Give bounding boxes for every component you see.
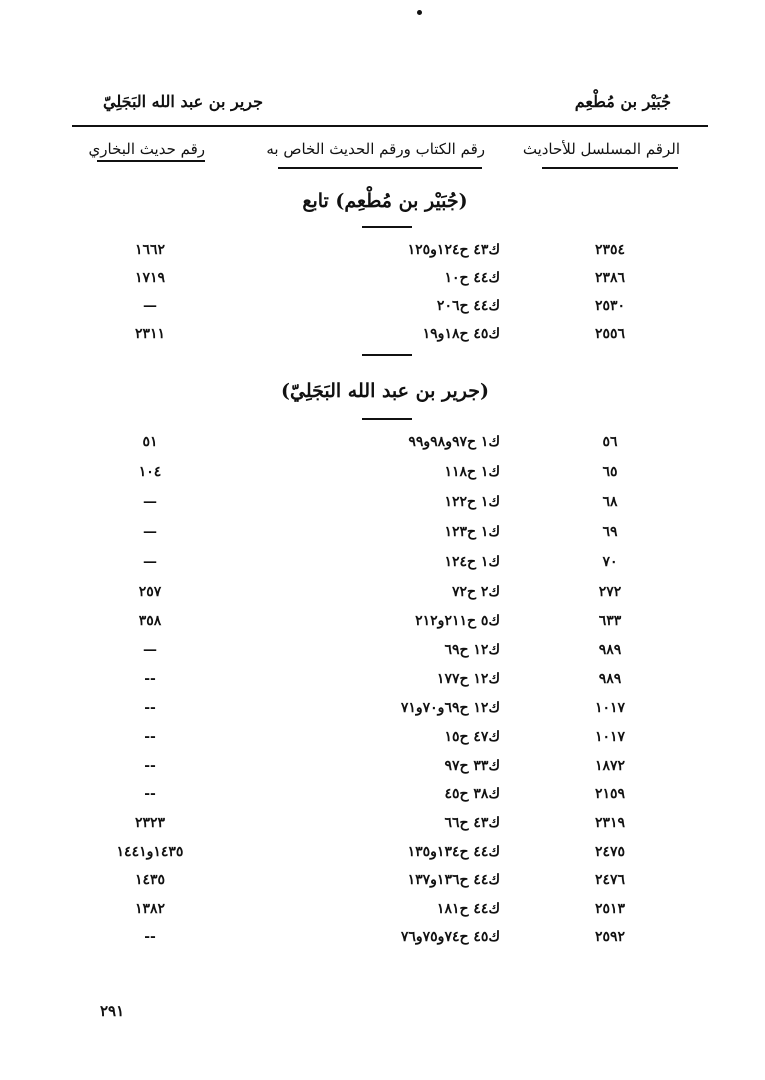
book-hadith-reference: ك٤٧ ح١٥: [444, 729, 500, 745]
table-row: [0, 270, 765, 294]
bukhari-number: --: [144, 700, 156, 716]
table-row: [0, 729, 765, 753]
serial-number: ١٨٧٢: [594, 758, 626, 774]
section-end-rule: [362, 354, 412, 356]
table-row: [0, 786, 765, 810]
table-row: [0, 554, 765, 578]
serial-number: ١٠١٧: [594, 729, 626, 745]
book-hadith-reference: ك٢ ح٧٢: [451, 584, 500, 600]
book-hadith-reference: ك٤٤ ح١٣٦و١٣٧: [407, 872, 500, 888]
book-hadith-reference: ك٤٤ ح١٣٤و١٣٥: [407, 844, 500, 860]
book-hadith-reference: ك٤٤ ح١٨١: [436, 901, 500, 917]
column-header-bukhari: رقم حديث البخاري: [88, 140, 205, 158]
bukhari-number: ١٦٦٢: [134, 242, 166, 258]
bukhari-number: ١٤٣٥: [134, 872, 166, 888]
table-row: [0, 242, 765, 266]
bukhari-number: ٣٥٨: [138, 613, 162, 629]
book-hadith-reference: ك١ ح١١٨: [444, 464, 500, 480]
section-title-jubayr: (جُبَيْر بن مُطْعِم) تابع: [302, 190, 468, 212]
table-row: [0, 901, 765, 925]
book-hadith-reference: ك٤٥ ح٧٤و٧٥و٧٦: [400, 929, 500, 945]
bukhari-number: ١٣٨٢: [134, 901, 166, 917]
book-hadith-reference: ك٤٤ ح٢٠٦: [436, 298, 500, 314]
serial-number: ٢١٥٩: [594, 786, 626, 802]
bukhari-number: ٢٥٧: [138, 584, 162, 600]
table-row: [0, 671, 765, 695]
running-head-right: جُبَيْر بن مُطْعِم: [574, 92, 671, 111]
book-hadith-reference: ك٤٣ ح٦٦: [444, 815, 500, 831]
serial-number: ٥٦: [602, 434, 618, 450]
bukhari-number: —: [143, 494, 157, 510]
table-row: [0, 524, 765, 548]
bukhari-number: ١٧١٩: [134, 270, 166, 286]
serial-number: ٦٣٣: [598, 613, 622, 629]
serial-number: ٢٥٣٠: [594, 298, 626, 314]
table-row: [0, 642, 765, 666]
book-hadith-reference: ك١٢ ح١٧٧: [436, 671, 500, 687]
book-hadith-reference: ك١٢ ح٦٩و٧٠و٧١: [400, 700, 500, 716]
book-hadith-reference: ك٣٣ ح٩٧: [444, 758, 500, 774]
bukhari-number: —: [143, 554, 157, 570]
book-hadith-reference: ك٤٥ ح١٨و١٩: [422, 326, 500, 342]
table-row: [0, 494, 765, 518]
serial-number: ٢٧٢: [598, 584, 622, 600]
bukhari-number: —: [143, 298, 157, 314]
serial-number: ٢٣١٩: [594, 815, 626, 831]
serial-number: ٢٥١٣: [594, 901, 626, 917]
table-row: [0, 815, 765, 839]
column-header-reference: رقم الكتاب ورقم الحديث الخاص به: [266, 140, 485, 158]
bukhari-number: --: [144, 786, 156, 802]
bukhari-number: ١٠٤: [138, 464, 162, 480]
top-dot: [417, 10, 422, 15]
table-row: [0, 298, 765, 322]
book-hadith-reference: ك٤٣ ح١٢٤و١٢٥: [407, 242, 500, 258]
bukhari-number: --: [144, 671, 156, 687]
table-row: [0, 758, 765, 782]
serial-number: ٦٥: [602, 464, 618, 480]
running-head-left: جرير بن عبد الله البَجَلِيّ: [103, 92, 263, 111]
book-hadith-reference: ك١ ح١٢٤: [444, 554, 500, 570]
serial-number: ٩٨٩: [598, 671, 622, 687]
book-hadith-reference: ك٤٤ ح١٠: [444, 270, 500, 286]
table-row: [0, 434, 765, 458]
column-header-bukhari-underline: [97, 160, 205, 162]
table-row: [0, 326, 765, 350]
serial-number: ٦٩: [602, 524, 618, 540]
book-hadith-reference: ك١٢ ح٦٩: [444, 642, 500, 658]
page-number: ٢٩١: [100, 1002, 125, 1020]
book-hadith-reference: ك١ ح١٢٣: [444, 524, 500, 540]
column-header-serial: الرقم المسلسل للأحاديث: [522, 140, 680, 158]
serial-number: ٢٣٨٦: [594, 270, 626, 286]
bukhari-number: ٢٣١١: [134, 326, 166, 342]
header-rule: [72, 125, 708, 127]
serial-number: ٢٥٥٦: [594, 326, 626, 342]
section-title-jarir-rule: [362, 418, 412, 420]
table-row: [0, 464, 765, 488]
serial-number: ١٠١٧: [594, 700, 626, 716]
bukhari-number: ٥١: [142, 434, 158, 450]
table-row: [0, 844, 765, 868]
bukhari-number: --: [144, 758, 156, 774]
book-hadith-reference: ك١ ح٩٧و٩٨و٩٩: [408, 434, 500, 450]
table-row: [0, 700, 765, 724]
section-title-jubayr-rule: [362, 226, 412, 228]
bukhari-number: —: [143, 642, 157, 658]
bukhari-number: ٢٣٢٣: [134, 815, 166, 831]
serial-number: ٧٠: [602, 554, 618, 570]
bukhari-number: ١٤٣٥و١٤٤١: [116, 844, 184, 860]
bukhari-number: --: [144, 729, 156, 745]
serial-number: ٢٤٧٥: [594, 844, 626, 860]
bukhari-number: --: [144, 929, 156, 945]
column-header-serial-underline: [542, 167, 678, 169]
book-hadith-reference: ك٣٨ ح٤٥: [444, 786, 500, 802]
serial-number: ٢٣٥٤: [594, 242, 626, 258]
book-hadith-reference: ك٥ ح٢١١و٢١٢: [415, 613, 500, 629]
serial-number: ٢٤٧٦: [594, 872, 626, 888]
table-row: [0, 613, 765, 637]
book-hadith-reference: ك١ ح١٢٢: [444, 494, 500, 510]
table-row: [0, 872, 765, 896]
column-header-reference-underline: [278, 167, 482, 169]
serial-number: ٦٨: [602, 494, 618, 510]
table-row: [0, 584, 765, 608]
table-row: [0, 929, 765, 953]
bukhari-number: —: [143, 524, 157, 540]
section-title-jarir: (جرير بن عبد الله البَجَلِيّ): [281, 380, 489, 402]
serial-number: ٩٨٩: [598, 642, 622, 658]
serial-number: ٢٥٩٢: [594, 929, 626, 945]
